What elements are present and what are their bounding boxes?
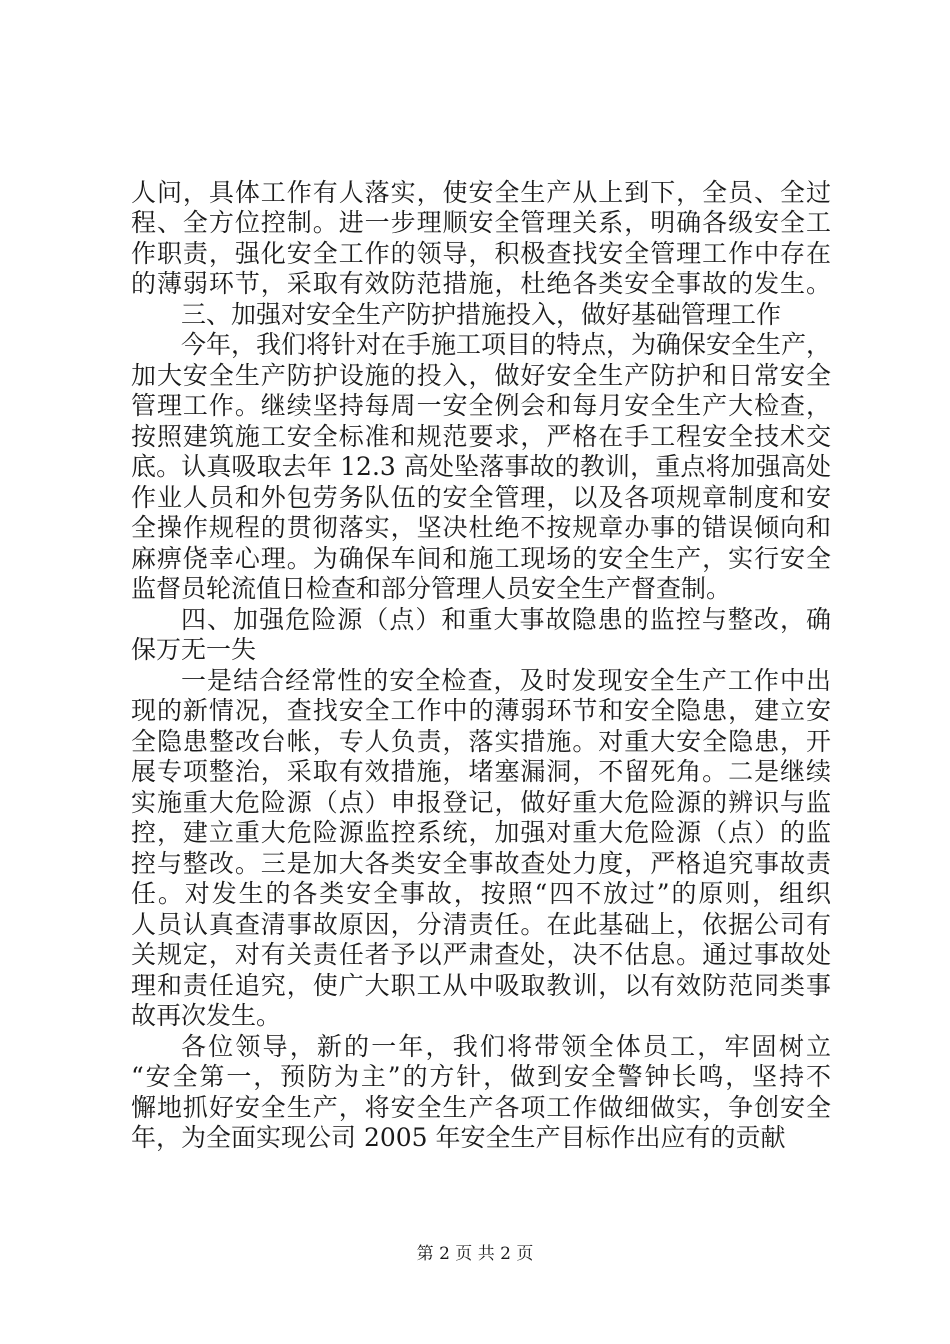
text-line: 全操作规程的贯彻落实，坚决杜绝不按规章办事的错误倾向和 [131, 513, 831, 542]
text-line: 程、全方位控制。进一步理顺安全管理关系，明确各级安全工 [131, 208, 831, 237]
text-line: 理和责任追究，使广大职工从中吸取教训，以有效防范同类事 [131, 971, 831, 1000]
section-heading: 三、加强对安全生产防护措施投入，做好基础管理工作 [181, 300, 782, 329]
text-line: 展专项整治，采取有效措施，堵塞漏洞，不留死角。二是继续 [131, 757, 831, 786]
text-line: 的薄弱环节，采取有效防范措施，杜绝各类安全事故的发生。 [131, 269, 831, 298]
text-line: 全隐患整改台帐，专人负责，落实措施。对重大安全隐患，开 [131, 727, 831, 756]
text-line: 一是结合经常性的安全检查，及时发现安全生产工作中出 [181, 666, 831, 695]
text-line: 作业人员和外包劳务队伍的安全管理，以及各项规章制度和安 [131, 483, 831, 512]
text-line: 实施重大危险源（点）申报登记，做好重大危险源的辨识与监 [131, 788, 831, 817]
text-line: 麻痹侥幸心理。为确保车间和施工现场的安全生产，实行安全 [131, 544, 831, 573]
text-line: 人问，具体工作有人落实，使安全生产从上到下，全员、全过 [131, 178, 831, 207]
page-footer: 第 2 页 共 2 页 [416, 1244, 534, 1264]
section-heading: 四、加强危险源（点）和重大事故隐患的监控与整改，确 [181, 605, 831, 634]
text-line: 人员认真查清事故原因，分清责任。在此基础上，依据公司有 [131, 910, 831, 939]
section-heading: 保万无一失 [131, 635, 257, 664]
text-line: 控与整改。三是加大各类安全事故查处力度，严格追究事故责 [131, 849, 831, 878]
text-line: 各位领导，新的一年，我们将带领全体员工，牢固树立 [181, 1032, 831, 1061]
text-line: 任。对发生的各类安全事故，按照“四不放过”的原则，组织 [131, 879, 831, 908]
text-line: 底。认真吸取去年 12.3 高处坠落事故的教训，重点将加强高处 [131, 452, 831, 481]
text-line: 今年，我们将针对在手施工项目的特点，为确保安全生产， [181, 330, 832, 359]
text-line: 懈地抓好安全生产，将安全生产各项工作做细做实，争创安全 [131, 1093, 831, 1122]
text-line: 管理工作。继续坚持每周一安全例会和每月安全生产大检查， [131, 391, 831, 420]
text-line: 按照建筑施工安全标准和规范要求，严格在手工程安全技术交 [131, 422, 831, 451]
text-line: 现的新情况，查找安全工作中的薄弱环节和安全隐患，建立安 [131, 696, 831, 725]
text-line: 加大安全生产防护设施的投入，做好安全生产防护和日常安全 [131, 361, 831, 390]
text-line: 年，为全面实现公司 2005 年安全生产目标作出应有的贡献 [131, 1123, 786, 1152]
text-line: 控，建立重大危险源监控系统，加强对重大危险源（点）的监 [131, 818, 831, 847]
text-line: “安全第一，预防为主”的方针，做到安全警钟长鸣，坚持不 [131, 1062, 831, 1091]
text-line: 监督员轮流值日检查和部分管理人员安全生产督查制。 [131, 574, 732, 603]
text-line: 故再次发生。 [131, 1001, 282, 1030]
text-line: 作职责，强化安全工作的领导，积极查找安全管理工作中存在 [131, 239, 831, 268]
text-line: 关规定，对有关责任者予以严肃查处，决不估息。通过事故处 [131, 940, 831, 969]
